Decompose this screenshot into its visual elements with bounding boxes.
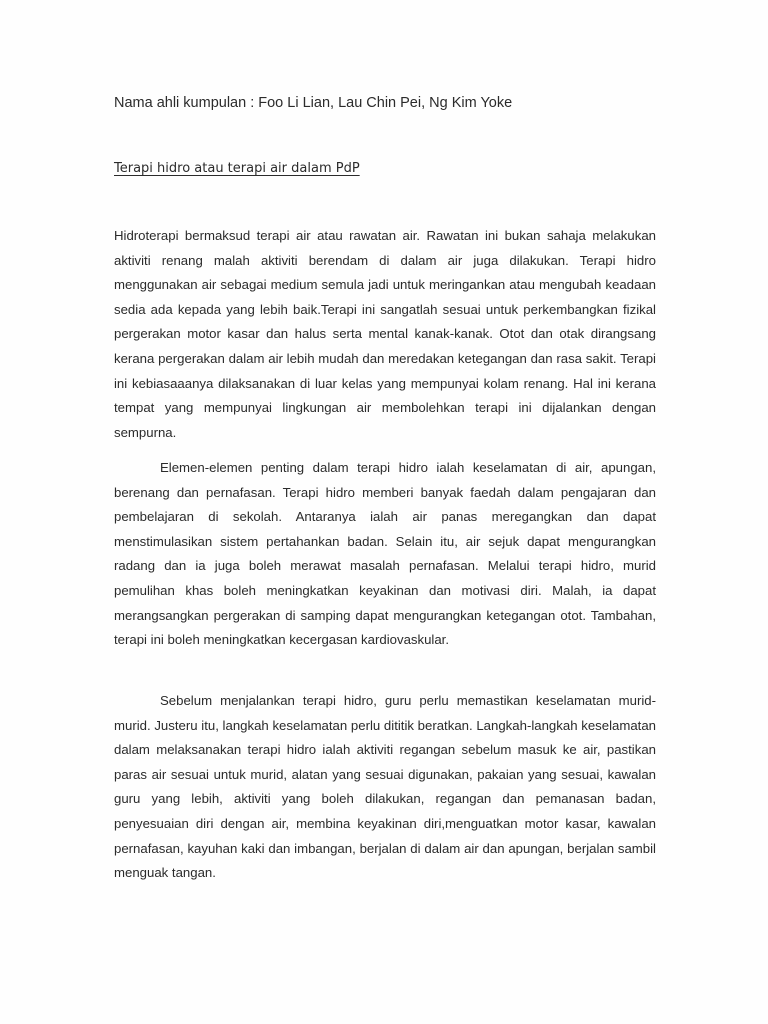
- paragraph-text: Hidroterapi bermaksud terapi air atau rawatan air. Rawatan ini bukan sahaja melakukan aktiviti renang malah aktiviti berendam di dalam air juga dilakukan. Terapi hidro menggunakan air sebagai medium semula jadi untuk meringankan atau mengubah keadaan sedia ada kepada yang lebih baik.Terapi ini sangatlah sesuai untuk perkembangkan fizikal pergerakan motor kasar dan halus serta mental kanak-kanak. Otot dan otak dirangsang kerana pergerakan dalam air lebih mudah dan meredakan ketegangan dan rasa sakit. Terapi ini kebiasaaanya dilaksanakan di luar kelas yang mempunyai kolam renang. Hal ini kerana tempat yang mempunyai lingkungan air membolehkan terapi ini dijalankan dengan sempurna.: [114, 228, 656, 440]
- paragraph-elements-benefits: [114, 456, 656, 653]
- paragraph-text: Elemen-elemen penting dalam terapi hidro ialah keselamatan di air, apungan, berenang dan pernafasan. Terapi hidro memberi banyak faedah dalam pengajaran dan pembelajaran di sekolah. Antaranya ialah air panas meregangkan dan dapat menstimulasikan sistem pertahankan badan. Selain itu, air sejuk dapat mengurangkan radang dan ia juga boleh merawat masalah pernafasan. Melalui terapi hidro, murid pemulihan khas boleh meningkatkan keyakinan dan motivasi diri. Malah, ia dapat merangsangkan pergerakan di samping dapat mengurangkan ketegangan otot. Tambahan, terapi ini boleh meningkatkan kecergasan kardiovaskular.: [114, 460, 656, 648]
- paragraph-definition: [114, 224, 656, 445]
- paragraph-safety-steps: [114, 689, 656, 886]
- group-members-line: Nama ahli kumpulan : Foo Li Lian, Lau Chin Pei, Ng Kim Yoke: [114, 95, 513, 111]
- document-title: Terapi hidro atau terapi air dalam PdP: [114, 161, 360, 176]
- paragraph-text: Sebelum menjalankan terapi hidro, guru perlu memastikan keselamatan murid-murid. Justeru itu, langkah keselamatan perlu dititik beratkan. Langkah-langkah keselamatan dalam melaksanakan terapi hidro ialah aktiviti regangan sebelum masuk ke air, pastikan paras air sesuai untuk murid, alatan yang sesuai digunakan, pakaian yang sesuai, kawalan guru yang lebih, aktiviti yang boleh dilakukan, regangan dan pemanasan badan, penyesuaian diri dengan air, membina keyakinan diri,menguatkan motor kasar, kawalan pernafasan, kayuhan kaki dan imbangan, berjalan di dalam air dan apungan, berjalan sambil menguak tangan.: [114, 693, 656, 881]
